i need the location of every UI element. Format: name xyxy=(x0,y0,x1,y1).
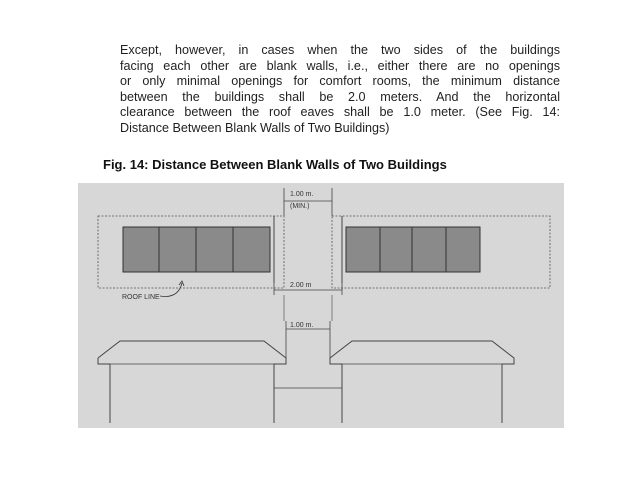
right-panel-3 xyxy=(412,227,446,272)
paragraph-line-2: facing each other are blank walls, i.e., either there are no openings xyxy=(120,58,560,73)
right-panel-1 xyxy=(346,227,380,272)
top-dimension-label: 1.00 m. xyxy=(290,191,314,198)
right-panel-4 xyxy=(446,227,480,272)
figure-diagram xyxy=(78,183,564,428)
right-panel-2 xyxy=(380,227,412,272)
left-panel-1 xyxy=(123,227,159,272)
left-panel-2 xyxy=(159,227,196,272)
right-window-panels xyxy=(346,227,480,272)
paragraph-line-3: or only minimal openings for comfort rooms, the minimum distance xyxy=(120,74,560,89)
leader-lines xyxy=(284,295,332,321)
lower-dimension-label: 1.00 m. xyxy=(290,322,314,329)
right-house-elevation xyxy=(330,341,514,423)
top-dimension-note: (MIN.) xyxy=(290,203,310,210)
mid-dimension-label: 2.00 m xyxy=(290,282,312,289)
left-house-elevation xyxy=(98,341,286,423)
figure-caption: Fig. 14: Distance Between Blank Walls of Two Buildings xyxy=(103,157,447,172)
paragraph-line-5: clearance between the roof eaves shall be 1.0 meter. (See Fig. 14: xyxy=(120,105,560,120)
top-dimension xyxy=(284,188,332,216)
paragraph-line-4: between the buildings shall be 2.0 meters. And the horizontal xyxy=(120,89,560,104)
elevation-wall-dimension xyxy=(274,364,342,393)
left-panel-4 xyxy=(233,227,270,272)
roof-line-annotation xyxy=(122,281,184,301)
left-panel-3 xyxy=(196,227,233,272)
lower-dimension xyxy=(286,321,330,358)
paragraph-line-6: Distance Between Blank Walls of Two Buildings) xyxy=(120,120,390,135)
body-paragraph xyxy=(120,43,560,137)
roof-line-label: ROOF LINE xyxy=(122,294,160,301)
paragraph-line-1: Except, however, in cases when the two sides of the buildings xyxy=(120,43,560,57)
left-window-panels xyxy=(123,227,270,272)
